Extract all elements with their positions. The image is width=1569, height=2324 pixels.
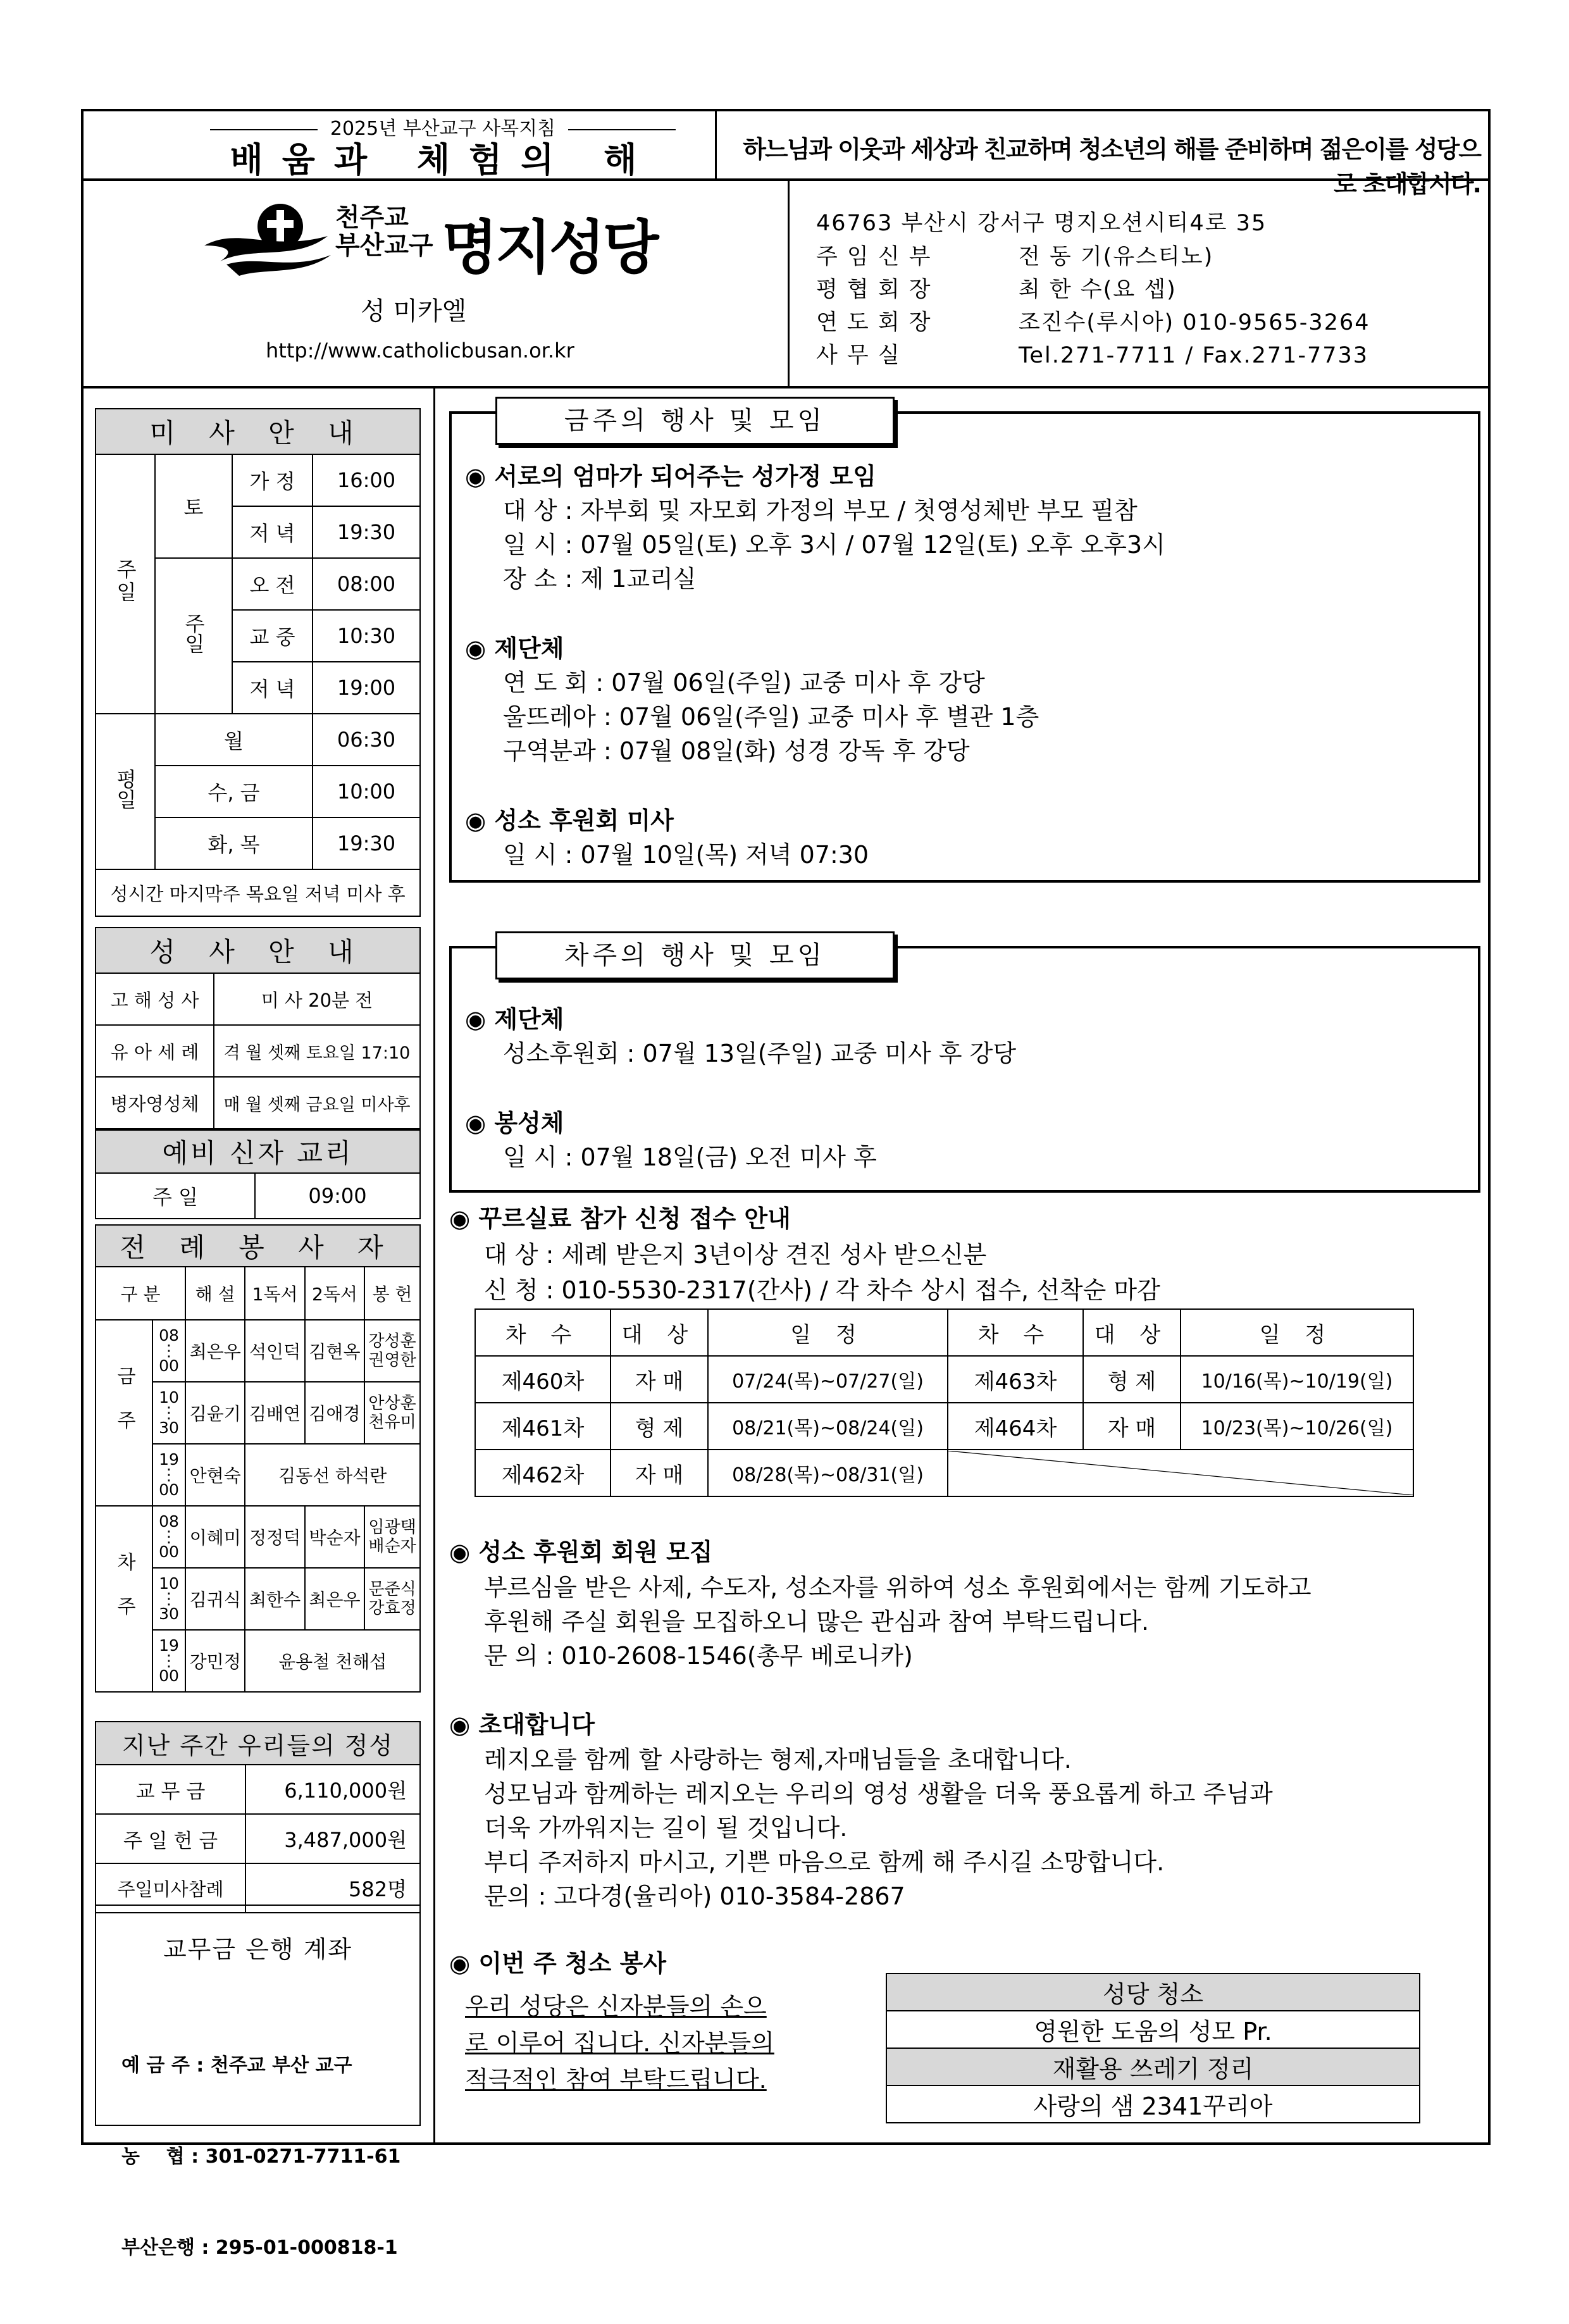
event-line: 장 소 : 제 1교리실 [503, 565, 697, 593]
divider [433, 386, 435, 2145]
divider [715, 109, 717, 178]
mass-table: 미 사 안 내 주일 토 가 정 16:00 저 녁 19:30 주일 오 전 08:00 교 중 10:30 저 녁 19:00 평일 월 06:30 수, 금 10:00 화, 목 19:30 성시간 마지막주 목요일 저녁 미사 후 [95, 408, 421, 917]
invite-line: 레지오를 함께 할 사랑하는 형제,자매님들을 초대합니다. [484, 1746, 1072, 1774]
cursillo-table: 차 수 대 상 일 정 차 수 대 상 일 정 제460차 자 매 07/24(목)~07/27(일) 제463차 형 제 10/16(목)~10/19(일) 제461차 형 제 08/21(목)~08/24(일) 제464차 자 매 10/23(목)~10/26(일) 제462차 자 매 08/28(목)~08/31(일) [474, 1308, 1414, 1497]
invite-line: 부디 주저하지 마시고, 기쁜 마음으로 함께 해 주시길 소망합니다. [484, 1848, 1165, 1876]
invite-line: 더욱 가까워지는 길이 될 것입니다. [484, 1814, 848, 1842]
vocation-line: 문 의 : 010-2608-1546(총무 베로니카) [484, 1642, 913, 1670]
bank-nh: 농 협 : 301-0271-7711-61 [121, 2146, 401, 2168]
this-week-title: 금주의 행사 및 모임 [495, 397, 895, 445]
cleaning-cell: 재활용 쓰레기 정리 [886, 2048, 1420, 2085]
cleaning-cell: 성당 청소 [886, 1973, 1420, 2011]
cleaning-line: 우리 성당은 신자분들의 손으 [465, 1992, 767, 2020]
event-line: 대 상 : 자부회 및 자모회 가정의 부모 / 첫영성체반 부모 필참 [503, 497, 1138, 525]
cleaning-cell: 사랑의 샘 2341꾸리아 [886, 2085, 1420, 2123]
event-line: 일 시 : 07월 18일(금) 오전 미사 후 [503, 1143, 877, 1171]
event-line: 구역분과 : 07월 08일(화) 성경 강독 후 강당 [503, 737, 970, 765]
event-line: 연 도 회 : 07월 06일(주일) 교중 미사 후 강당 [503, 669, 985, 697]
invite-heading: ◉ 초대합니다 [449, 1711, 595, 1739]
logo-text: 천주교 부산교구 [335, 203, 433, 260]
mass-note: 성시간 마지막주 목요일 저녁 미사 후 [96, 869, 420, 916]
catechumen-table: 예비 신자 교리 주 일 09:00 [95, 1129, 421, 1219]
event-heading: ◉ 제단체 [465, 635, 564, 662]
divider [81, 386, 1491, 388]
elders-row: 연 도 회 장 조진수(루시아) 010-9565-3264 [816, 310, 1370, 335]
divider [788, 178, 790, 386]
cursillo-apply: 신 청 : 010-5530-2317(간사) / 각 차수 상시 접수, 선착순 마감 [484, 1276, 1160, 1304]
cleaning-heading: ◉ 이번 주 청소 봉사 [449, 1949, 667, 1977]
bank-busan: 부산은행 : 295-01-000818-1 [121, 2237, 398, 2259]
event-heading: ◉ 서로의 엄마가 되어주는 성가정 모임 [465, 463, 876, 490]
parish-name: 명지성당 [442, 214, 657, 282]
cursillo-row: 제462차 자 매 08/28(목)~08/31(일) [475, 1450, 1413, 1496]
cursillo-heading: ◉ 꾸르실료 참가 신청 접수 안내 [449, 1205, 791, 1233]
event-line: 일 시 : 07월 10일(목) 저녁 07:30 [503, 841, 869, 869]
bank-title: 교무금 은행 계좌 [163, 1936, 353, 1963]
event-heading: ◉ 제단체 [465, 1005, 564, 1033]
address: 46763 부산시 강서구 명지오션시티4로 35 [816, 211, 1267, 236]
event-line: 일 시 : 07월 05일(토) 오후 3시 / 07월 12일(토) 오후 오후3시 [503, 531, 1165, 559]
patron-saint: 성 미카엘 [361, 297, 467, 326]
cleaning-line: 적극적인 참여 부탁드립니다. [465, 2066, 767, 2094]
event-line: 성소후원회 : 07월 13일(주일) 교중 미사 후 강당 [503, 1040, 1017, 1067]
mass-title: 미 사 안 내 [96, 409, 420, 454]
vocation-line: 부르심을 받은 사제, 수도자, 성소자를 위하여 성소 후원회에서는 함께 기도하고 [484, 1574, 1312, 1601]
sunday-label: 주일 [96, 454, 155, 714]
invite-line: 문의 : 고다경(율리아) 010-3584-2867 [484, 1882, 905, 1910]
office-row: 사 무 실 Tel.271-7711 / Fax.271-7733 [816, 343, 1369, 368]
empty-cell-slash [948, 1451, 1413, 1495]
cursillo-row: 제461차 형 제 08/21(목)~08/24(일) 제464차 자 매 10/23(목)~10/26(일) [475, 1403, 1413, 1450]
offerings-table: 지난 주간 우리들의 정성 교 무 금 6,110,000원 주 일 헌 금 3,487,000원 주일미사참례 582명 [95, 1721, 421, 1913]
cursillo-target: 대 상 : 세례 받은지 3년이상 견진 성사 받으신분 [484, 1241, 987, 1269]
motto-year: 2025년 부산교구 사목지침 [190, 113, 696, 140]
ministers-table: 전 례 봉 사 자 구 분 해 설 1독서 2독서 봉 헌 금주 08 ⋮ 00 최은우 석인덕 김현옥 강성훈 권영한 10 ⋮ 30 김윤기 김배연 김애경 안상훈 천유미 19 ⋮ 00 안현숙 김동선 하석란 차주 08 ⋮ 00 이혜미 정정덕 박순자 임광택 배순자 10 ⋮ 30 김귀식 최한수 최은우 문준식 강효정 19 ⋮ 00 강민정 윤용철 천해섭 [95, 1224, 421, 1693]
slogan: 하느님과 이웃과 세상과 친교하며 청소년의 해를 준비하며 젊은이를 성당으로 초대합시다. [743, 135, 1480, 198]
cleaning-table [886, 1973, 1420, 2123]
parish-logo-icon [201, 201, 334, 277]
motto-title: 배움과 체험의 해 [230, 140, 656, 180]
next-week-title: 차주의 행사 및 모임 [495, 931, 895, 979]
invite-line: 성모님과 함께하는 레지오는 우리의 영성 생활을 더욱 풍요롭게 하고 주님과 [484, 1780, 1273, 1808]
vocation-line: 후원해 주실 회원을 모집하오니 많은 관심과 참여 부탁드립니다. [484, 1608, 1150, 1636]
cursillo-row: 제460차 자 매 07/24(목)~07/27(일) 제463차 형 제 10/16(목)~10/19(일) [475, 1356, 1413, 1403]
event-line: 울뜨레아 : 07월 06일(주일) 교중 미사 후 별관 1층 [503, 703, 1039, 731]
cleaning-line: 로 이루어 집니다. 신자분들의 [465, 2029, 774, 2057]
sacraments-table: 성 사 안 내 고 해 성 사 미 사 20분 전 유 아 세 례 격 월 셋째 토요일 17:10 병자영성체 매 월 셋째 금요일 미사후 [95, 927, 421, 1129]
vocation-heading: ◉ 성소 후원회 회원 모집 [449, 1538, 713, 1566]
council-row: 평 협 회 장 최 한 수(요 셉) [816, 277, 1177, 302]
pastor-row: 주 임 신 부 전 동 기(유스티노) [816, 244, 1214, 270]
bank-box [95, 1905, 421, 2259]
bank-holder: 예 금 주 : 천주교 부산 교구 [121, 2054, 352, 2077]
event-heading: ◉ 성소 후원회 미사 [465, 807, 674, 835]
cleaning-cell: 영원한 도움의 성모 Pr. [886, 2011, 1420, 2048]
event-heading: ◉ 봉성체 [465, 1109, 564, 1137]
website-link[interactable]: http://www.catholicbusan.or.kr [266, 339, 574, 363]
